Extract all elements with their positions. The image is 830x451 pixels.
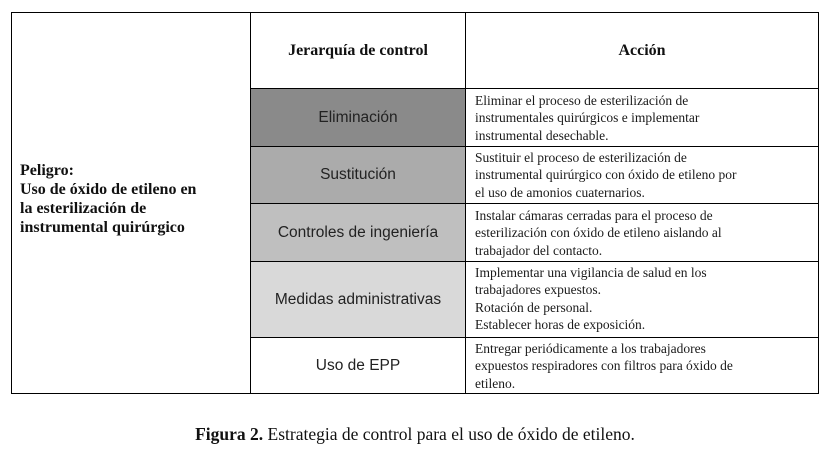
action-line: Implementar una vigilancia de salud en los: [475, 265, 707, 280]
action-line: etileno.: [475, 375, 516, 391]
action-cell-elimination: [466, 89, 818, 147]
action-cell-administrative-measures: [466, 262, 818, 338]
action-line: Establecer horas de exposición.: [475, 316, 646, 332]
action-line: trabajadores expuestos.: [475, 282, 601, 298]
hazard-line: Peligro:: [20, 162, 74, 179]
control-hierarchy-table: [11, 12, 819, 394]
hazard-line: la esterilización de: [20, 200, 147, 217]
hazard-line: instrumental quirúrgico: [20, 219, 185, 236]
action-line: expuestos respiradores con filtros para óxido de: [475, 358, 733, 374]
level-cell-administrative-measures: Medidas administrativas: [251, 262, 466, 338]
action-line: Eliminar el proceso de esterilización de: [475, 93, 689, 108]
action-line: instrumentales quirúrgicos e implementar: [475, 110, 700, 126]
action-line: el uso de amonios cuaternarios.: [475, 184, 645, 200]
header-control-hierarchy: Jerarquía de control: [251, 13, 466, 89]
action-cell-substitution: [466, 147, 818, 204]
header-action: Acción: [466, 13, 818, 89]
action-line: esterilización con óxido de etileno aislando al: [475, 225, 722, 241]
level-cell-engineering-controls: Controles de ingeniería: [251, 204, 466, 262]
action-cell-ppe: [466, 338, 818, 393]
action-line: instrumental quirúrgico con óxido de etileno por: [475, 167, 737, 183]
level-cell-substitution: Sustitución: [251, 147, 466, 204]
hazard-cell: [12, 13, 251, 393]
action-line: Entregar periódicamente a los trabajadores: [475, 341, 706, 356]
level-cell-ppe: Uso de EPP: [251, 338, 466, 393]
figure-caption-text: Estrategia de control para el uso de óxido de etileno.: [263, 424, 635, 444]
action-cell-engineering-controls: [466, 204, 818, 262]
action-line: Sustituir el proceso de esterilización de: [475, 150, 687, 165]
hazard-line: Uso de óxido de etileno en: [20, 181, 197, 198]
level-cell-elimination: Eliminación: [251, 89, 466, 147]
figure-caption: [0, 424, 830, 445]
action-line: trabajador del contacto.: [475, 242, 603, 258]
action-line: Instalar cámaras cerradas para el proceso de: [475, 208, 713, 223]
action-line: instrumental desechable.: [475, 127, 609, 143]
hazard-text: [20, 161, 246, 237]
figure-label: Figura 2.: [195, 424, 264, 444]
action-line: Rotación de personal.: [475, 299, 593, 315]
